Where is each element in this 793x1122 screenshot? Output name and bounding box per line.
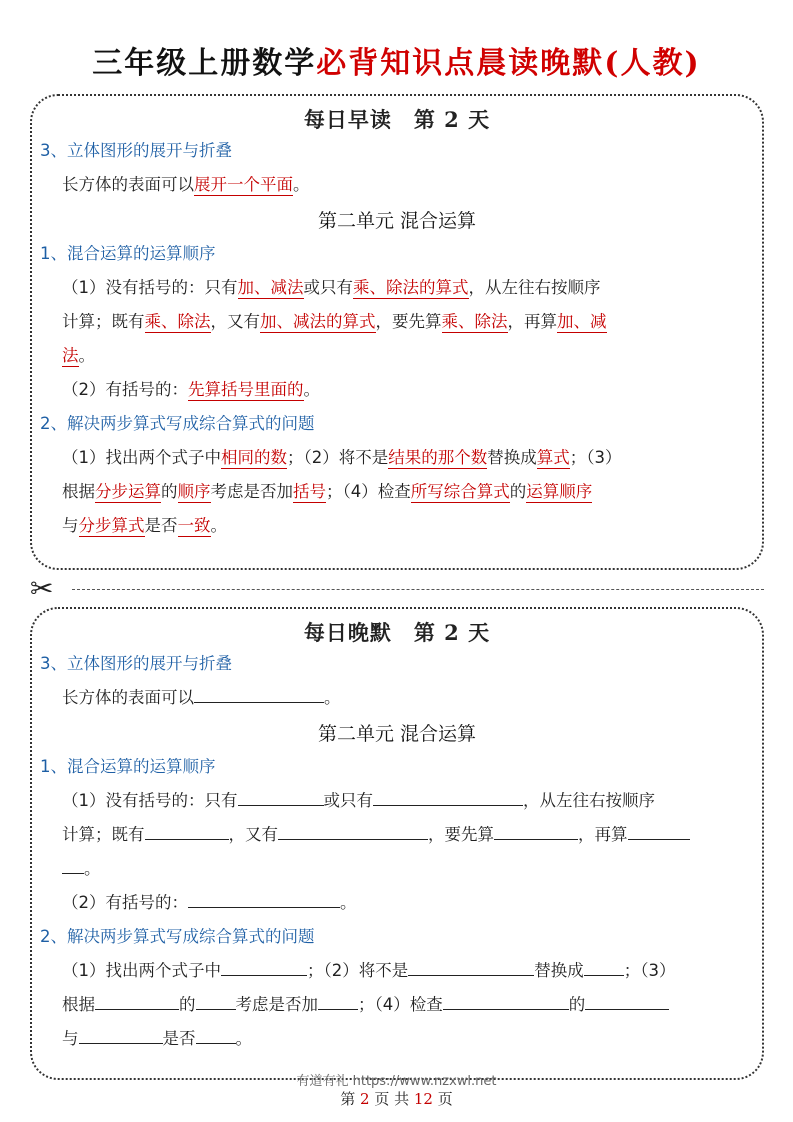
step-line-1 (62, 954, 762, 988)
text-segment: 。 (324, 688, 341, 707)
text-segment: （1）找出两个式子中 (62, 448, 221, 467)
answer-highlight: 顺序 (177, 482, 211, 501)
answer-blank[interactable] (145, 821, 229, 840)
answer-highlight: 所写综合算式 (410, 482, 510, 501)
section-1-title: 1、混合运算的运算顺序 (40, 757, 216, 776)
morning-heading: 每日早读 第 2 天 (303, 107, 491, 132)
answer-highlight: 法 (62, 346, 79, 365)
section-2-title: 2、解决两步算式写成综合算式的问题 (40, 927, 315, 946)
rule-line-1 (62, 271, 762, 305)
answer-blank[interactable] (373, 787, 523, 806)
answer-highlight: 乘、除法 (144, 312, 211, 331)
answer-blank[interactable] (221, 957, 307, 976)
answer-blank[interactable] (278, 821, 428, 840)
text-segment: 或只有 (303, 278, 353, 297)
answer-highlight: 括号 (293, 482, 326, 501)
text-segment: 计算；既有 (62, 825, 145, 844)
text-segment: 的 (568, 995, 586, 1014)
text-segment: 。 (78, 346, 95, 365)
text-segment: ，再算 (578, 825, 628, 844)
page-number: 2 (360, 1090, 370, 1108)
answer-highlight: 算式 (536, 448, 570, 467)
text-segment: ，又有 (210, 312, 260, 331)
answer-highlight: 加、减 (557, 312, 607, 331)
answer-highlight: 结果的那个数 (388, 448, 488, 467)
answer-blank[interactable] (196, 991, 236, 1010)
text-segment: （1）没有括号的：只有 (62, 791, 238, 810)
section-3-text (62, 681, 762, 715)
text-segment: 。 (235, 1029, 252, 1048)
text-segment: 的 (179, 995, 196, 1014)
evening-heading: 每日晚默 第 2 天 (303, 620, 491, 645)
answer-highlight: 一致 (177, 516, 211, 535)
text-segment: 替换成 (487, 448, 537, 467)
answer-highlight: 加、减法 (237, 278, 304, 297)
answer-blank[interactable] (408, 957, 534, 976)
answer-blank[interactable] (196, 1025, 236, 1044)
step-line-2 (62, 988, 762, 1022)
answer-highlight: 分步运算 (95, 482, 161, 501)
text-segment: 长方体的表面可以 (62, 175, 194, 194)
step-line-3 (62, 1022, 762, 1056)
text-segment: ，再算 (507, 312, 557, 331)
scissors-icon: ✂ (30, 572, 54, 605)
answer-blank[interactable] (318, 991, 358, 1010)
unit-title: 第二单元 混合运算 (317, 723, 477, 745)
title-prefix: 三年级上册数学 (92, 46, 317, 81)
page-total: 12 (413, 1090, 433, 1108)
section-1-title: 1、混合运算的运算顺序 (40, 244, 216, 263)
text-segment: 的 (161, 482, 178, 501)
answer-highlight: 展开一个平面 (194, 175, 293, 194)
unit-title: 第二单元 混合运算 (317, 210, 477, 232)
answer-highlight: 分步算式 (78, 516, 145, 535)
page-title (0, 44, 793, 84)
answer-blank[interactable] (194, 684, 324, 703)
rule-line-3 (62, 339, 762, 373)
answer-highlight: 乘、除法 (441, 312, 508, 331)
text-segment: 或只有 (323, 791, 373, 810)
rule-line-2 (62, 818, 762, 852)
section-3-title: 3、立体图形的展开与折叠 (40, 654, 232, 673)
answer-blank[interactable] (62, 855, 84, 874)
footer-text: 页 (437, 1090, 453, 1108)
answer-highlight: 相同的数 (221, 448, 287, 467)
answer-highlight: 乘、除法的算式 (353, 278, 469, 297)
section-3-text (62, 168, 762, 202)
answer-blank[interactable] (443, 991, 569, 1010)
text-segment: 是否 (162, 1029, 196, 1048)
cut-line (30, 574, 764, 604)
text-segment: 。 (340, 893, 357, 912)
rule-line-4 (62, 373, 762, 407)
rule-line-3 (62, 852, 762, 886)
text-segment: ；（2）将不是 (307, 961, 409, 980)
text-segment: 根据 (62, 482, 95, 501)
text-segment: ，要先算 (428, 825, 494, 844)
section-2-title: 2、解决两步算式写成综合算式的问题 (40, 414, 315, 433)
text-segment: （1）没有括号的：只有 (62, 278, 238, 297)
text-segment: ；（4）检查 (326, 482, 411, 501)
answer-blank[interactable] (628, 821, 690, 840)
text-segment: ；（3） (569, 448, 622, 467)
step-line-3 (62, 509, 762, 543)
answer-blank[interactable] (79, 1025, 163, 1044)
text-segment: 长方体的表面可以 (62, 688, 194, 707)
text-segment: 考虑是否加 (235, 995, 318, 1014)
text-segment: ；（3） (623, 961, 676, 980)
step-line-2 (62, 475, 762, 509)
footer-text: 页 共 (374, 1090, 410, 1108)
page-footer (0, 1088, 793, 1109)
text-segment: 。 (210, 516, 227, 535)
text-segment: ，要先算 (375, 312, 442, 331)
answer-highlight: 先算括号里面的 (188, 380, 304, 399)
text-segment: ，又有 (228, 825, 278, 844)
text-segment: ，从左往右按顺序 (468, 278, 601, 297)
answer-highlight: 加、减法的算式 (260, 312, 376, 331)
text-segment: 是否 (144, 516, 178, 535)
answer-blank[interactable] (188, 889, 340, 908)
section-3-title: 3、立体图形的展开与折叠 (40, 141, 232, 160)
text-segment: 根据 (62, 995, 95, 1014)
text-segment: 考虑是否加 (210, 482, 293, 501)
answer-blank[interactable] (95, 991, 179, 1010)
answer-highlight: 运算顺序 (526, 482, 593, 501)
text-segment: 的 (509, 482, 527, 501)
text-segment: 与 (62, 516, 79, 535)
text-segment: 计算；既有 (62, 312, 145, 331)
text-segment: 。 (293, 175, 310, 194)
rule-line-4 (62, 886, 762, 920)
text-segment: 。 (303, 380, 320, 399)
footer-text: 第 (340, 1090, 356, 1108)
answer-blank[interactable] (238, 787, 324, 806)
text-segment: ；（2）将不是 (287, 448, 389, 467)
dashed-divider (72, 589, 764, 590)
text-segment: 替换成 (534, 961, 584, 980)
text-segment: （2）有括号的： (62, 380, 188, 399)
text-segment: ，从左往右按顺序 (523, 791, 655, 810)
watermark: 有道有礼 https://www.nzxwl.net (296, 1074, 497, 1089)
answer-blank[interactable] (584, 957, 624, 976)
text-segment: 与 (62, 1029, 79, 1048)
rule-line-1 (62, 784, 762, 818)
rule-line-2 (62, 305, 762, 339)
text-segment: ；（4）检查 (358, 995, 443, 1014)
answer-blank[interactable] (494, 821, 578, 840)
step-line-1 (62, 441, 762, 475)
text-segment: （2）有括号的： (62, 893, 188, 912)
answer-blank[interactable] (585, 991, 669, 1010)
evening-recall-card (30, 607, 764, 1080)
title-highlight: 必背知识点晨读晚默(人教) (316, 46, 701, 81)
text-segment: 。 (84, 859, 101, 878)
text-segment: （1）找出两个式子中 (62, 961, 221, 980)
morning-reading-card (30, 94, 764, 570)
